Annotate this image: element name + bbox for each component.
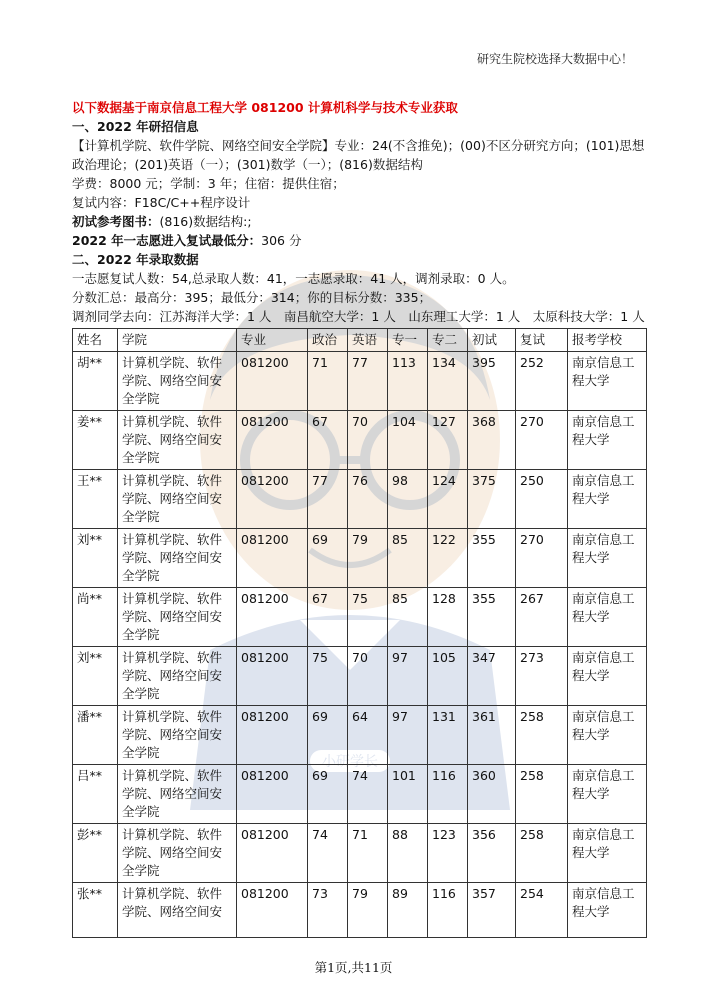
cell-school: 南京信息工程大学: [568, 470, 647, 529]
col-header-politics: 政治: [308, 329, 348, 352]
cell-initial: 375: [468, 470, 516, 529]
table-row: [73, 765, 647, 824]
cell-major: 081200: [237, 529, 308, 588]
admission-line3: 调剂同学去向：江苏海洋大学：1 人 南昌航空大学：1 人 山东理工大学：1 人 太原科技大学：1 人: [72, 309, 645, 324]
cell-subject2: 105: [428, 647, 468, 706]
cell-major: 081200: [237, 706, 308, 765]
cell-subject2: 134: [428, 352, 468, 411]
cell-retest: 258: [516, 824, 568, 883]
col-header-subject2: 专二: [428, 329, 468, 352]
cell-name: 张**: [73, 883, 118, 938]
table-row: [73, 588, 647, 647]
page-footer: 第1页,共11页: [314, 960, 393, 975]
cell-school: 南京信息工程大学: [568, 352, 647, 411]
cell-retest: 258: [516, 765, 568, 824]
table-row: [73, 529, 647, 588]
cell-subject2: 123: [428, 824, 468, 883]
cell-college: 计算机学院、软件学院、网络空间安全学院: [118, 470, 237, 529]
watermark-label: 小研学长: [322, 754, 378, 770]
cell-english: 79: [348, 883, 388, 938]
cell-name: 刘**: [73, 529, 118, 588]
cell-major: 081200: [237, 588, 308, 647]
cell-college: 计算机学院、软件学院、网络空间安全学院: [118, 411, 237, 470]
cell-politics: 69: [308, 529, 348, 588]
document-body: [72, 98, 647, 938]
col-header-english: 英语: [348, 329, 388, 352]
cell-english: 64: [348, 706, 388, 765]
col-header-initial: 初试: [468, 329, 516, 352]
cell-subject1: 113: [388, 352, 428, 411]
cell-college: 计算机学院、软件学院、网络空间安全学院: [118, 706, 237, 765]
cell-school: 南京信息工程大学: [568, 411, 647, 470]
col-header-major: 专业: [237, 329, 308, 352]
recruit-info-line3: 复试内容：F18C/C++程序设计: [72, 195, 251, 210]
document-title: 以下数据基于南京信息工程大学 081200 计算机科学与技术专业获取: [72, 100, 458, 115]
cell-english: 77: [348, 352, 388, 411]
cell-subject2: 127: [428, 411, 468, 470]
cell-politics: 67: [308, 411, 348, 470]
cell-major: 081200: [237, 352, 308, 411]
cell-english: 71: [348, 824, 388, 883]
cell-subject1: 85: [388, 529, 428, 588]
cell-subject1: 101: [388, 765, 428, 824]
cell-name: 姜**: [73, 411, 118, 470]
cell-retest: 250: [516, 470, 568, 529]
table-row: [73, 824, 647, 883]
min-score-label: 2022 年一志愿进入复试最低分：: [72, 233, 262, 248]
cell-retest: 273: [516, 647, 568, 706]
cell-politics: 77: [308, 470, 348, 529]
cell-name: 刘**: [73, 647, 118, 706]
recruit-info-line5: [72, 231, 647, 250]
cell-politics: 71: [308, 352, 348, 411]
cell-school: 南京信息工程大学: [568, 765, 647, 824]
cell-initial: 357: [468, 883, 516, 938]
cell-name: 尚**: [73, 588, 118, 647]
cell-college: 计算机学院、软件学院、网络空间安全学院: [118, 352, 237, 411]
admission-line2: 分数汇总：最高分：395；最低分：314；你的目标分数：335；: [72, 290, 432, 305]
cell-initial: 395: [468, 352, 516, 411]
cell-subject2: 124: [428, 470, 468, 529]
cell-subject1: 88: [388, 824, 428, 883]
cell-name: 胡**: [73, 352, 118, 411]
books-label: 初试参考图书：: [72, 214, 160, 229]
cell-subject2: 131: [428, 706, 468, 765]
cell-major: 081200: [237, 883, 308, 938]
cell-retest: 270: [516, 529, 568, 588]
cell-initial: 355: [468, 588, 516, 647]
cell-subject1: 98: [388, 470, 428, 529]
cell-retest: 254: [516, 883, 568, 938]
cell-initial: 368: [468, 411, 516, 470]
min-score-value: 306 分: [261, 233, 302, 248]
cell-english: 76: [348, 470, 388, 529]
cell-english: 74: [348, 765, 388, 824]
cell-english: 70: [348, 647, 388, 706]
cell-college: 计算机学院、软件学院、网络空间安全学院: [118, 529, 237, 588]
cell-subject1: 89: [388, 883, 428, 938]
cell-retest: 270: [516, 411, 568, 470]
header-note: 研究生院校选择大数据中心！: [476, 52, 633, 66]
cell-major: 081200: [237, 824, 308, 883]
cell-politics: 69: [308, 765, 348, 824]
cell-college: 计算机学院、软件学院、网络空间安全学院: [118, 588, 237, 647]
books-value: (816)数据结构:;: [159, 214, 252, 229]
cell-initial: 360: [468, 765, 516, 824]
recruit-info-line4: [72, 212, 647, 231]
cell-initial: 361: [468, 706, 516, 765]
cell-college: 计算机学院、软件学院、网络空间安: [118, 883, 237, 938]
cell-name: 潘**: [73, 706, 118, 765]
cell-school: 南京信息工程大学: [568, 588, 647, 647]
cell-subject2: 116: [428, 765, 468, 824]
cell-name: 王**: [73, 470, 118, 529]
cell-subject1: 97: [388, 706, 428, 765]
cell-school: 南京信息工程大学: [568, 529, 647, 588]
col-header-subject1: 专一: [388, 329, 428, 352]
cell-school: 南京信息工程大学: [568, 706, 647, 765]
cell-college: 计算机学院、软件学院、网络空间安全学院: [118, 765, 237, 824]
cell-name: 彭**: [73, 824, 118, 883]
cell-name: 吕**: [73, 765, 118, 824]
cell-retest: 258: [516, 706, 568, 765]
table-row: [73, 352, 647, 411]
cell-politics: 75: [308, 647, 348, 706]
admission-line1: 一志愿复试人数：54,总录取人数：41，一志愿录取：41 人，调剂录取：0 人。: [72, 271, 515, 286]
table-row: [73, 883, 647, 938]
cell-major: 081200: [237, 470, 308, 529]
cell-school: 南京信息工程大学: [568, 824, 647, 883]
cell-politics: 74: [308, 824, 348, 883]
cell-subject2: 128: [428, 588, 468, 647]
cell-subject1: 85: [388, 588, 428, 647]
cell-politics: 67: [308, 588, 348, 647]
cell-major: 081200: [237, 647, 308, 706]
cell-school: 南京信息工程大学: [568, 883, 647, 938]
section1-heading: 一、2022 年研招信息: [72, 119, 199, 134]
cell-subject2: 116: [428, 883, 468, 938]
col-header-school: 报考学校: [568, 329, 647, 352]
cell-politics: 73: [308, 883, 348, 938]
cell-subject2: 122: [428, 529, 468, 588]
table-header-row: [73, 329, 647, 352]
cell-major: 081200: [237, 411, 308, 470]
cell-english: 70: [348, 411, 388, 470]
cell-retest: 267: [516, 588, 568, 647]
cell-college: 计算机学院、软件学院、网络空间安全学院: [118, 824, 237, 883]
recruit-info-line1: 【计算机学院、软件学院、网络空间安全学院】专业：24(不含推免)；(00)不区分研究方向；(101)思想政治理论；(201)英语（一）；(301)数学（一）；(816)数据结构: [72, 138, 645, 172]
cell-college: 计算机学院、软件学院、网络空间安全学院: [118, 647, 237, 706]
admission-table: [72, 328, 647, 938]
col-header-retest: 复试: [516, 329, 568, 352]
cell-english: 75: [348, 588, 388, 647]
cell-retest: 252: [516, 352, 568, 411]
cell-subject1: 97: [388, 647, 428, 706]
table-row: [73, 411, 647, 470]
cell-initial: 347: [468, 647, 516, 706]
table-row: [73, 706, 647, 765]
cell-major: 081200: [237, 765, 308, 824]
section2-heading: 二、2022 年录取数据: [72, 252, 199, 267]
cell-english: 79: [348, 529, 388, 588]
cell-politics: 69: [308, 706, 348, 765]
recruit-info-line2: 学费：8000 元；学制：3 年；住宿：提供住宿；: [72, 176, 345, 191]
cell-subject1: 104: [388, 411, 428, 470]
table-row: [73, 647, 647, 706]
table-row: [73, 470, 647, 529]
col-header-college: 学院: [118, 329, 237, 352]
cell-initial: 355: [468, 529, 516, 588]
col-header-name: 姓名: [73, 329, 118, 352]
cell-initial: 356: [468, 824, 516, 883]
cell-school: 南京信息工程大学: [568, 647, 647, 706]
